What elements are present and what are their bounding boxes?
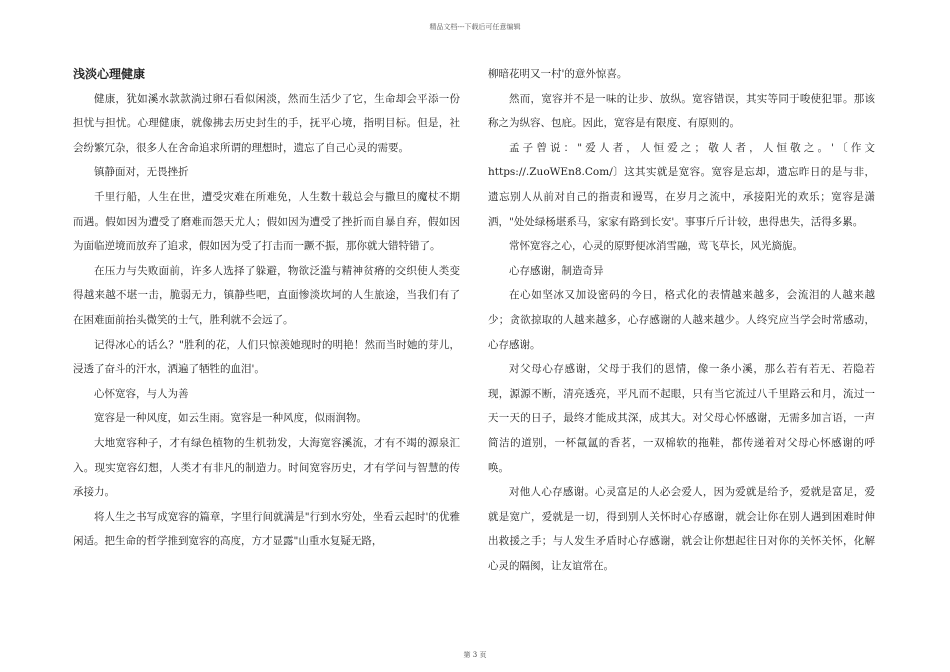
document-title: 浅淡心理健康 bbox=[73, 67, 146, 81]
page-number: 第 3 页 bbox=[463, 651, 487, 659]
paragraph: 然而，宽容并不是一味的让步、放纵。宽容错误，其实等同于唆使犯罪。那该称之为纵容、包庇。因此，宽容是有限度、有原则的。 bbox=[488, 92, 875, 130]
paragraph: 记得冰心的话么？"胜利的花，人们只惊羡她现时的明艳！然而当时她的芽儿，浸透了奋斗的汗水，洒遍了牺牲的血泪'。 bbox=[73, 338, 460, 376]
section-heading: 镇静面对，无畏挫折 bbox=[94, 166, 189, 179]
paragraph: 大地宽容种子，才有绿色植物的生机勃发，大海宽容溪流，才有不竭的源泉汇入。现实宽容幻想，人类才有非凡的制造力。时间宽容历史，才有学问与智慧的传承接力。 bbox=[73, 436, 460, 499]
right-column bbox=[488, 62, 875, 578]
left-column bbox=[73, 62, 460, 554]
paragraph: 宽容是一种风度，如云生雨。宽容是一种风度，似雨润物。 bbox=[94, 412, 367, 425]
paragraph: 常怀宽容之心，心灵的原野便冰消雪融，莺飞草长，风光旖旎。 bbox=[509, 240, 803, 253]
paragraph: 对他人心存感谢。心灵富足的人必会爱人，因为爱就是给予，爱就是富足，爱就是宽广，爱就是一切，得到别人关怀时心存感谢，就会让你在别人遇到困难时伸出救援之手；与人发生矛盾时心存感谢，就会让你想起往日对你的关怀关怀，化解心灵的隔阂，让友谊常在。 bbox=[488, 486, 875, 572]
paragraph: 孟子曾说："爱人者，人恒爱之；敬人者，人恒敬之。'〔作文https://.ZuoWEn8.Com/〕这其实就是宽容。宽容是忘却，遗忘昨日的是与非，遗忘别人从前对自己的指责和谩骂，在岁月之流中，承接阳光的欢乐；宽容是潇洒，"处处绿杨堪系马，家家有路到长安'。事事斤斤计较，患得患失，活得多累。 bbox=[488, 141, 875, 228]
paragraph: 对父母心存感谢，父母于我们的恩情，像一条小溪，那么若有若无、若隐若现，源源不断，清亮透亮，平凡而不起眼，只有当它流过八千里路云和月，流过一天一天的日子，最终才能成其深，成其大。对父母心怀感谢，无需多加言语，一声简洁的道别，一杯氤氲的香茗，一双棉软的拖鞋，都传递着对父母心怀感谢的呼唤。 bbox=[488, 363, 875, 474]
section-heading: 心怀宽容，与人为善 bbox=[94, 387, 189, 400]
paragraph: 在压力与失败面前，许多人选择了躲避，物欲泛滥与精神贫瘠的交织使人类变得越来越不堪一击，脆弱无力，镇静些吧，直面惨淡坎坷的人生旅途，当我们有了在困难面前抬头微笑的士气，胜利就不会远了。 bbox=[73, 264, 460, 326]
paragraph: 在心如坚冰又加设密码的今日，格式化的表情越来越多，会流泪的人越来越少；贪欲掠取的人越来越多，心存感谢的人越来越少。人终究应当学会时常感动，心存感谢。 bbox=[488, 289, 875, 351]
paragraph: 将人生之书写成宽容的篇章，字里行间就满是"行到水穷处，坐看云起时'的优雅闲适。把生命的哲学推到宽容的高度，方才显露"山重水复疑无路， bbox=[73, 510, 460, 548]
paragraph: 健康，犹如溪水款款淌过卵石看似闲淡，然而生活少了它，生命却会平添一份担忧与担忧。心理健康，就像拂去历史封生的手，抚平心境，指明目标。但是，社会纷繁冗杂，很多人在舍命追求所谓的理想时，遗忘了自己心灵的需要。 bbox=[73, 92, 460, 154]
page-header: 精品文档---下载后可任意编辑 bbox=[429, 23, 521, 31]
paragraph-continuation: 柳暗花明又一村'的意外惊喜。 bbox=[488, 68, 628, 80]
paragraph: 千里行船，人生在世，遭受灾难在所难免，人生数十载总会与撒旦的魔杖不期而遇。假如因为遭受了磨难而怨天尤人；假如因为遭受了挫折而自暴自弃，假如因为面临逆境而放弃了追求，假如因为受了打击而一蹶不振，那你就大错特错了。 bbox=[73, 190, 460, 253]
section-heading: 心存感谢，制造奇异 bbox=[509, 264, 604, 277]
